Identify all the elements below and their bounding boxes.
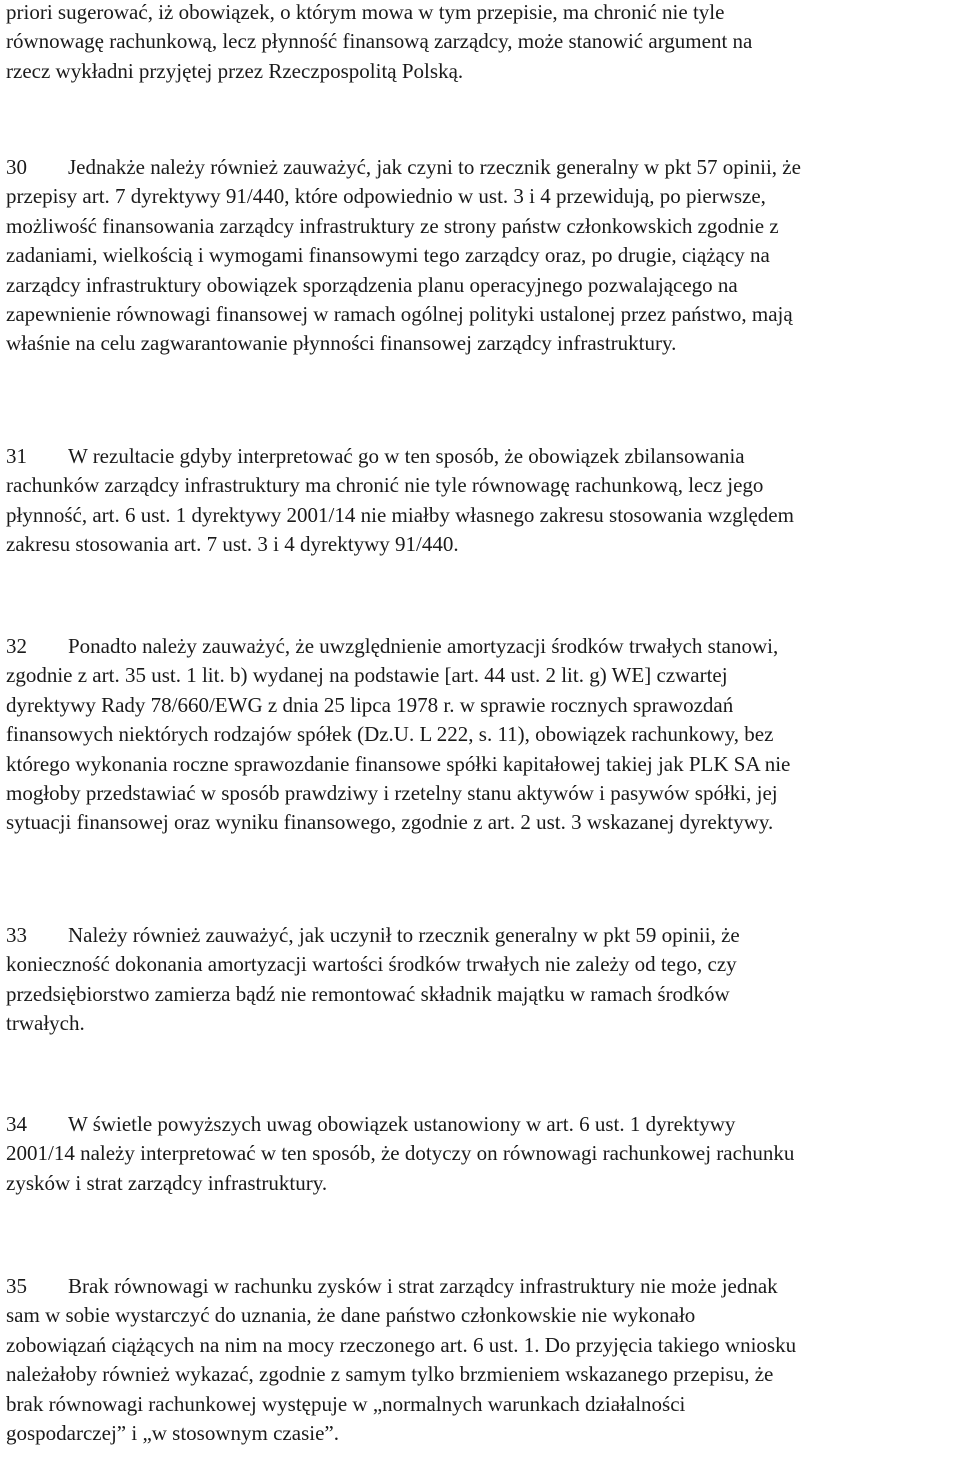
paragraph-line: konieczność dokonania amortyzacji wartości środków trwałych nie zależy od tego, czy	[6, 952, 737, 977]
paragraph-32	[6, 632, 958, 838]
paragraph-first-line	[6, 153, 958, 182]
paragraph-number: 30	[6, 155, 27, 179]
paragraph-line: właśnie na celu zagwarantowanie płynności finansowej zarządcy infrastruktury.	[6, 331, 677, 356]
paragraph-first-line	[6, 632, 958, 661]
paragraph-line: finansowych niektórych rodzajów spółek (Dz.U. L 222, s. 11), obowiązek rachunkowy, bez	[6, 722, 774, 747]
paragraph-31	[6, 442, 958, 560]
paragraph-line: należałoby również wykazać, zgodnie z samym tylko brzmieniem wskazanego przepisu, że	[6, 1362, 774, 1387]
paragraph-line: priori sugerować, iż obowiązek, o którym mowa w tym przepisie, ma chronić nie tyle	[6, 0, 725, 24]
paragraph-first-line	[6, 1110, 958, 1139]
paragraph-first-line	[6, 1272, 958, 1301]
paragraph-continuation	[6, 0, 958, 86]
paragraph-33	[6, 921, 958, 1039]
paragraph-number: 34	[6, 1112, 27, 1136]
paragraph-line: Ponadto należy zauważyć, że uwzględnienie amortyzacji środków trwałych stanowi,	[68, 634, 779, 658]
paragraph-line: płynność, art. 6 ust. 1 dyrektywy 2001/14 nie miałby własnego zakresu stosowania względem	[6, 502, 794, 527]
paragraph-line: trwałych.	[6, 1011, 85, 1036]
paragraph-number: 31	[6, 444, 27, 468]
paragraph-number: 32	[6, 634, 27, 658]
paragraph-line: zobowiązań ciążących na nim na mocy rzeczonego art. 6 ust. 1. Do przyjęcia takiego wniosku	[6, 1332, 797, 1357]
paragraph-line: możliwość finansowania zarządcy infrastruktury ze strony państw członkowskich zgodnie z	[6, 213, 779, 238]
paragraph-number: 35	[6, 1274, 27, 1298]
paragraph-line: równowagę rachunkową, lecz płynność finansową zarządcy, może stanowić argument na	[6, 29, 753, 54]
paragraph-line: dyrektywy Rady 78/660/EWG z dnia 25 lipca 1978 r. w sprawie rocznych sprawozdań	[6, 692, 734, 717]
paragraph-line: W świetle powyższych uwag obowiązek ustanowiony w art. 6 ust. 1 dyrektywy	[68, 1112, 736, 1136]
paragraph-line: zarządcy infrastruktury obowiązek sporządzenia planu operacyjnego pozwalającego na	[6, 272, 738, 297]
paragraph-line: którego wykonania roczne sprawozdanie finansowe spółki kapitałowej takiej jak PLK SA nie	[6, 751, 791, 776]
paragraph-line: przedsiębiorstwo zamierza bądź nie remontować składnik majątku w ramach środków	[6, 981, 730, 1006]
paragraph-line: Należy również zauważyć, jak uczynił to rzecznik generalny w pkt 59 opinii, że	[68, 923, 740, 947]
paragraph-35	[6, 1272, 958, 1448]
paragraph-line: rzecz wykładni przyjętej przez Rzeczpospolitą Polską.	[6, 58, 464, 83]
paragraph-line: zgodnie z art. 35 ust. 1 lit. b) wydanej na podstawie [art. 44 ust. 2 lit. g) WE] czwartej	[6, 663, 728, 688]
paragraph-line: mogłoby przedstawiać w sposób prawdziwy i rzetelny stanu aktywów i pasywów spółki, jej	[6, 780, 778, 805]
paragraph-line: zakresu stosowania art. 7 ust. 3 i 4 dyrektywy 91/440.	[6, 532, 459, 557]
paragraph-line: przepisy art. 7 dyrektywy 91/440, które odpowiednio w ust. 3 i 4 przewidują, po pierwsze,	[6, 184, 766, 209]
paragraph-number: 33	[6, 923, 27, 947]
paragraph-first-line	[6, 921, 958, 950]
paragraph-first-line	[6, 442, 958, 471]
paragraph-line: sam w sobie wystarczyć do uznania, że dane państwo członkowskie nie wykonało	[6, 1303, 696, 1328]
paragraph-line: zapewnienie równowagi finansowej w ramach ogólnej polityki ustalonej przez państwo, mają	[6, 301, 793, 326]
paragraph-line: brak równowagi rachunkowej występuje w „normalnych warunkach działalności	[6, 1391, 686, 1416]
paragraph-line: gospodarczej” i „w stosownym czasie”.	[6, 1420, 339, 1445]
paragraph-line: zysków i strat zarządcy infrastruktury.	[6, 1170, 328, 1195]
paragraph-line: Jednakże należy również zauważyć, jak czyni to rzecznik generalny w pkt 57 opinii, że	[68, 155, 801, 179]
paragraph-line: sytuacji finansowej oraz wyniku finansowego, zgodnie z art. 2 ust. 3 wskazanej dyrektywy.	[6, 810, 774, 835]
paragraph-line: rachunków zarządcy infrastruktury ma chronić nie tyle równowagę rachunkową, lecz jego	[6, 473, 764, 498]
paragraph-line: 2001/14 należy interpretować w ten sposób, że dotyczy on równowagi rachunkowej rachunku	[6, 1141, 795, 1166]
paragraph-line: zadaniami, wielkością i wymogami finansowymi tego zarządcy oraz, po drugie, ciążący na	[6, 243, 770, 268]
paragraph-34	[6, 1110, 958, 1198]
paragraph-line: W rezultacie gdyby interpretować go w ten sposób, że obowiązek zbilansowania	[68, 444, 745, 468]
paragraph-30	[6, 153, 958, 359]
paragraph-line: Brak równowagi w rachunku zysków i strat zarządcy infrastruktury nie może jednak	[68, 1274, 778, 1298]
